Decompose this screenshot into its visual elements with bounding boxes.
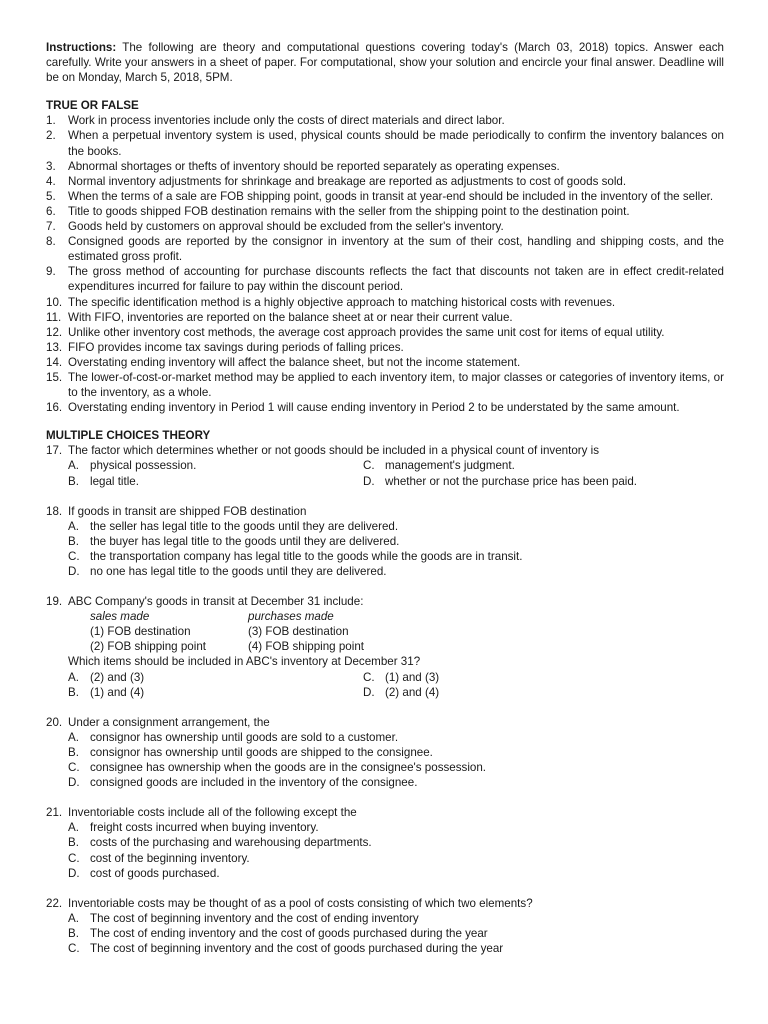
option-text: consignor has ownership until goods are sold to a customer. <box>90 730 399 744</box>
option-b <box>68 745 724 760</box>
instructions-text: The following are theory and computational questions covering today's (March 03, 2018) topics. Answer each carefully. Write your answers in a sheet of paper. For computational, show your solution and encircle your final answer. Deadline will be on Monday, March 5, 2018, 5PM. <box>46 41 724 85</box>
option-letter: D. <box>68 776 80 790</box>
option-letter: C. <box>68 851 80 865</box>
list-item <box>46 128 724 158</box>
item-text: With FIFO, inventories are reported on the balance sheet at or near their current value. <box>68 310 513 324</box>
option-a <box>68 820 724 835</box>
option-text: physical possession. <box>90 459 197 473</box>
option-letter: B. <box>68 474 79 488</box>
item-text: Goods held by customers on approval should be excluded from the seller's inventory. <box>68 220 504 234</box>
list-item <box>46 310 724 325</box>
option-letter: A. <box>68 519 79 533</box>
option-letter: C. <box>68 941 80 955</box>
option-c <box>68 851 724 866</box>
option-text: legal title. <box>90 474 139 488</box>
item-text: Overstating ending inventory will affect the balance sheet, but not the income statement. <box>68 355 521 369</box>
list-item <box>46 159 724 174</box>
item-number: 9. <box>46 265 56 279</box>
option-d <box>363 685 724 700</box>
sales-made-header: sales made <box>90 610 150 624</box>
option-b <box>68 835 724 850</box>
purchases-made-header: purchases made <box>248 610 334 624</box>
option-a <box>68 730 724 745</box>
option-text: consignee has ownership when the goods are in the consignee's possession. <box>90 761 487 775</box>
option-letter: D. <box>363 685 375 699</box>
option-letter: C. <box>363 670 375 684</box>
item-text: The specific identification method is a highly objective approach to matching historical costs with revenues. <box>68 295 616 309</box>
option-d <box>68 866 724 881</box>
item-number: 1. <box>46 114 56 128</box>
option-letter: D. <box>68 565 80 578</box>
option-text: the seller has legal title to the goods until they are delivered. <box>90 519 399 533</box>
item-text: Unlike other inventory cost methods, the average cost approach provides the same unit cost for items of equal utility. <box>68 325 665 339</box>
option-a <box>68 519 724 534</box>
list-item <box>46 340 724 355</box>
option-letter: C. <box>68 549 80 563</box>
question-number: 19. <box>46 595 63 609</box>
table-cell: (1) FOB destination <box>90 625 191 639</box>
option-letter: D. <box>363 474 375 488</box>
question-subtext: Which items should be included in ABC's inventory at December 31? <box>68 655 421 669</box>
list-item <box>46 204 724 219</box>
option-letter: C. <box>363 459 375 473</box>
item-number: 5. <box>46 189 56 203</box>
option-text: costs of the purchasing and warehousing departments. <box>90 836 372 850</box>
option-d <box>68 775 724 790</box>
question-number: 17. <box>46 444 63 458</box>
item-number: 16. <box>46 401 63 415</box>
option-letter: D. <box>68 866 80 880</box>
list-item <box>46 355 724 370</box>
table-cell: (3) FOB destination <box>248 625 349 639</box>
instructions-label: Instructions: <box>46 41 117 54</box>
list-item <box>46 189 724 204</box>
list-item <box>46 400 724 415</box>
document-page <box>46 40 724 971</box>
item-text: Work in process inventories include only the costs of direct materials and direct labor. <box>68 114 505 128</box>
list-item <box>46 325 724 340</box>
item-text: When the terms of a sale are FOB shipping point, goods in transit at year-end should be included in the inventory of the seller. <box>68 189 714 203</box>
option-text: cost of the beginning inventory. <box>90 851 250 865</box>
item-text: Overstating ending inventory in Period 1 will cause ending inventory in Period 2 to be understated by the same amount. <box>68 401 680 415</box>
question-text: The factor which determines whether or not goods should be included in a physical count of inventory is <box>68 444 600 458</box>
question-17 <box>46 443 724 488</box>
option-text: management's judgment. <box>385 459 515 473</box>
option-letter: A. <box>68 730 79 744</box>
item-number: 2. <box>46 129 56 143</box>
question-20 <box>46 715 724 790</box>
question-text: Under a consignment arrangement, the <box>68 715 270 729</box>
option-letter: B. <box>68 534 79 548</box>
item-text: FIFO provides income tax savings during periods of falling prices. <box>68 340 404 354</box>
question-text: ABC Company's goods in transit at December 31 include: <box>68 595 364 609</box>
option-b <box>68 926 724 941</box>
option-text: The cost of beginning inventory and the cost of ending inventory <box>90 911 419 925</box>
question-text: Inventoriable costs include all of the following except the <box>68 806 357 820</box>
list-item <box>46 264 724 294</box>
item-text: Normal inventory adjustments for shrinkage and breakage are reported as adjustments to cost of goods sold. <box>68 174 627 188</box>
option-text: the transportation company has legal title to the goods while the goods are in transit. <box>90 549 523 563</box>
option-letter: B. <box>68 926 79 940</box>
question-22 <box>46 896 724 956</box>
multiple-choice-title: MULTIPLE CHOICES THEORY <box>46 429 211 443</box>
option-text: freight costs incurred when buying inventory. <box>90 821 319 835</box>
item-text: Consigned goods are reported by the consignor in inventory at the sum of their cost, handling and shipping costs, and the estimated gross profit. <box>68 235 724 264</box>
option-c <box>363 458 724 473</box>
true-false-title: TRUE OR FALSE <box>46 99 139 113</box>
question-text: If goods in transit are shipped FOB destination <box>68 504 307 518</box>
list-item <box>46 295 724 310</box>
item-number: 6. <box>46 204 56 218</box>
item-text: The gross method of accounting for purchase discounts reflects the fact that discounts not taken are in effect credit-related expenditures incurred for failure to pay within the discount period. <box>68 265 724 294</box>
option-text: (1) and (3) <box>385 670 440 684</box>
option-text: (2) and (3) <box>90 670 145 684</box>
question-number: 21. <box>46 806 63 820</box>
option-c <box>363 670 724 685</box>
option-d <box>363 474 724 489</box>
item-number: 13. <box>46 340 63 354</box>
item-number: 7. <box>46 220 56 234</box>
question-21 <box>46 805 724 880</box>
option-c <box>68 760 724 775</box>
list-item <box>46 234 724 264</box>
option-a <box>68 458 363 473</box>
instructions <box>46 40 724 85</box>
option-text: The cost of ending inventory and the cost of goods purchased during the year <box>90 926 488 940</box>
question-number: 18. <box>46 504 63 518</box>
item-text: The lower-of-cost-or-market method may be applied to each inventory item, to major classes or categories of inventory items, or to the inventory, as a whole. <box>68 370 724 400</box>
option-letter: C. <box>68 761 80 775</box>
option-letter: B. <box>68 745 79 759</box>
transit-table <box>46 609 724 654</box>
list-item <box>46 113 724 128</box>
option-text: no one has legal title to the goods until they are delivered. <box>90 565 387 578</box>
option-text: the buyer has legal title to the goods until they are delivered. <box>90 534 400 548</box>
option-text: cost of goods purchased. <box>90 866 220 880</box>
item-number: 4. <box>46 174 56 188</box>
true-false-list <box>46 113 724 415</box>
option-letter: B. <box>68 685 79 699</box>
option-text: (1) and (4) <box>90 685 145 699</box>
option-letter: A. <box>68 821 79 835</box>
item-text: Abnormal shortages or thefts of inventory should be reported separately as operating expenses. <box>68 159 560 173</box>
list-item <box>46 219 724 234</box>
item-number: 8. <box>46 235 56 249</box>
item-number: 15. <box>46 370 63 384</box>
question-number: 20. <box>46 715 63 729</box>
item-text: When a perpetual inventory system is used, physical counts should be made periodically to confirm the inventory balances on the books. <box>68 129 724 158</box>
item-number: 11. <box>46 310 62 324</box>
question-text: Inventoriable costs may be thought of as a pool of costs consisting of which two elements? <box>68 896 533 910</box>
table-cell: (2) FOB shipping point <box>90 640 206 654</box>
item-number: 3. <box>46 159 56 173</box>
item-text: Title to goods shipped FOB destination remains with the seller from the shipping point to the destination point. <box>68 204 630 218</box>
option-text: consignor has ownership until goods are shipped to the consignee. <box>90 745 433 759</box>
option-text: whether or not the purchase price has been paid. <box>385 474 638 488</box>
question-18 <box>46 504 724 579</box>
option-letter: A. <box>68 911 79 925</box>
option-letter: A. <box>68 459 79 473</box>
option-c <box>68 941 724 956</box>
option-c <box>68 549 724 564</box>
option-text: (2) and (4) <box>385 685 440 699</box>
item-number: 14. <box>46 355 63 369</box>
option-b <box>68 534 724 549</box>
option-letter: A. <box>68 670 79 684</box>
item-number: 10. <box>46 295 63 309</box>
option-a <box>68 911 724 926</box>
table-cell: (4) FOB shipping point <box>248 640 364 654</box>
option-letter: B. <box>68 836 79 850</box>
item-number: 12. <box>46 325 63 339</box>
question-number: 22. <box>46 896 63 910</box>
list-item <box>46 370 724 400</box>
option-d <box>68 564 724 579</box>
option-text: consigned goods are included in the inventory of the consignee. <box>90 776 418 790</box>
option-a <box>68 670 363 685</box>
option-text: The cost of beginning inventory and the cost of goods purchased during the year <box>90 941 504 955</box>
list-item <box>46 174 724 189</box>
question-19 <box>46 594 724 700</box>
option-b <box>68 474 363 489</box>
option-b <box>68 685 363 700</box>
